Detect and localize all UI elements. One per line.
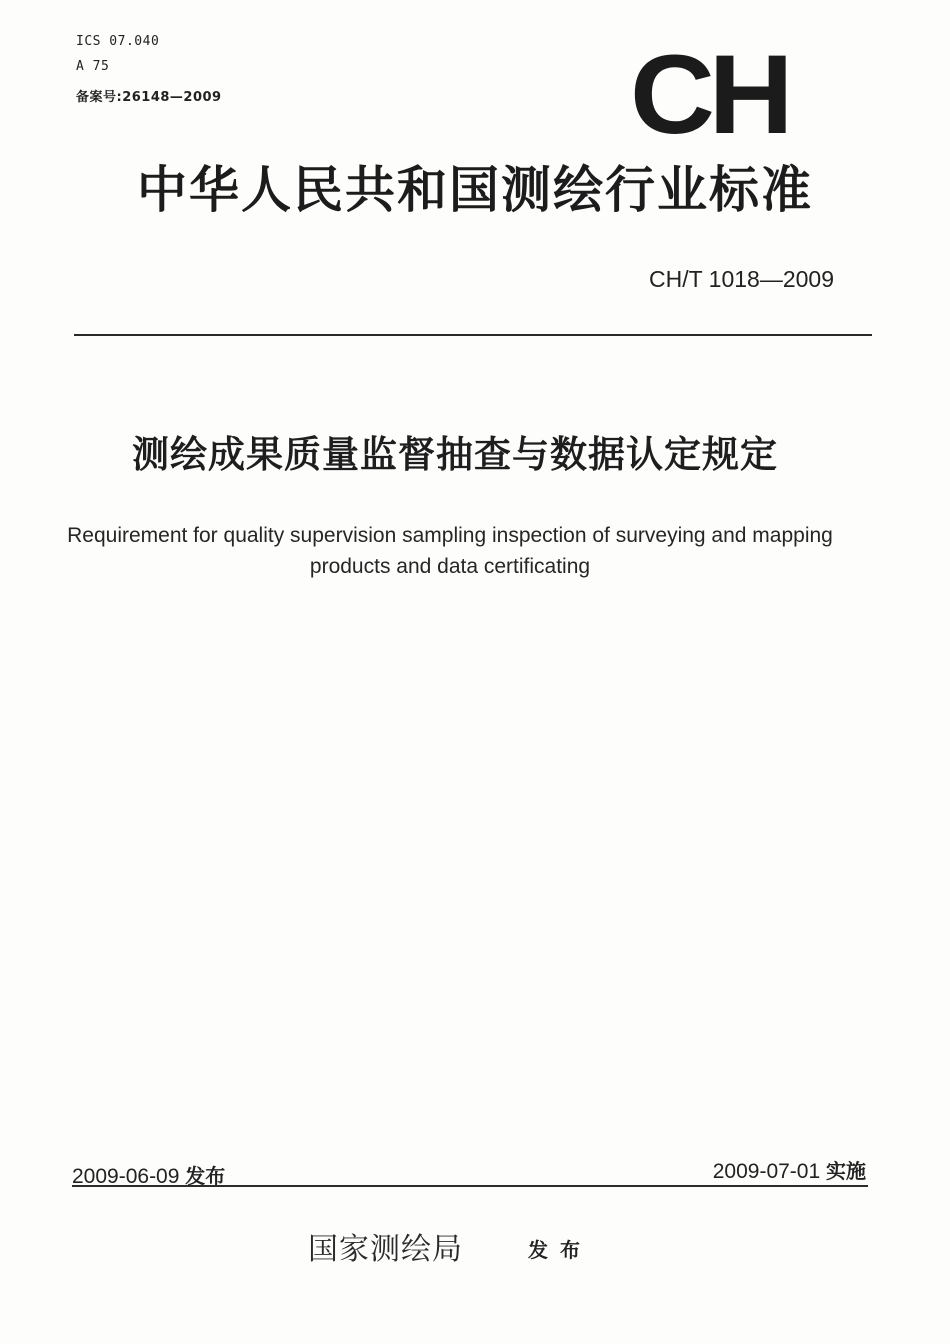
standard-category-title: 中华人民共和国测绘行业标准 [137, 161, 813, 219]
issue-date-value: 2009-06-09 [72, 1165, 180, 1188]
footer-divider [72, 1185, 868, 1187]
ch-logo: CH [630, 32, 788, 157]
effective-date-label: 实施 [826, 1159, 866, 1183]
document-title-english [20, 520, 880, 582]
document-title-english-line-2: products and data certificating [309, 555, 591, 578]
ics-code: ICS 07.040 [76, 34, 160, 49]
header-divider [74, 334, 872, 336]
publisher-action: 发布 [528, 1238, 592, 1262]
effective-date-value: 2009-07-01 [712, 1160, 821, 1183]
standard-number: CH/T 1018—2009 [649, 266, 834, 292]
record-number: 备案号:26148—2009 [76, 90, 222, 105]
classification-code: A 75 [76, 59, 110, 74]
document-title-chinese: 测绘成果质量监督抽查与数据认定规定 [132, 433, 778, 476]
publisher-name: 国家测绘局 [308, 1232, 463, 1267]
issue-date-label: 发布 [185, 1164, 226, 1188]
effective-date [713, 1155, 866, 1184]
document-title-english-line-1: Requirement for quality supervision sampling inspection of surveying and mapping [67, 524, 833, 547]
